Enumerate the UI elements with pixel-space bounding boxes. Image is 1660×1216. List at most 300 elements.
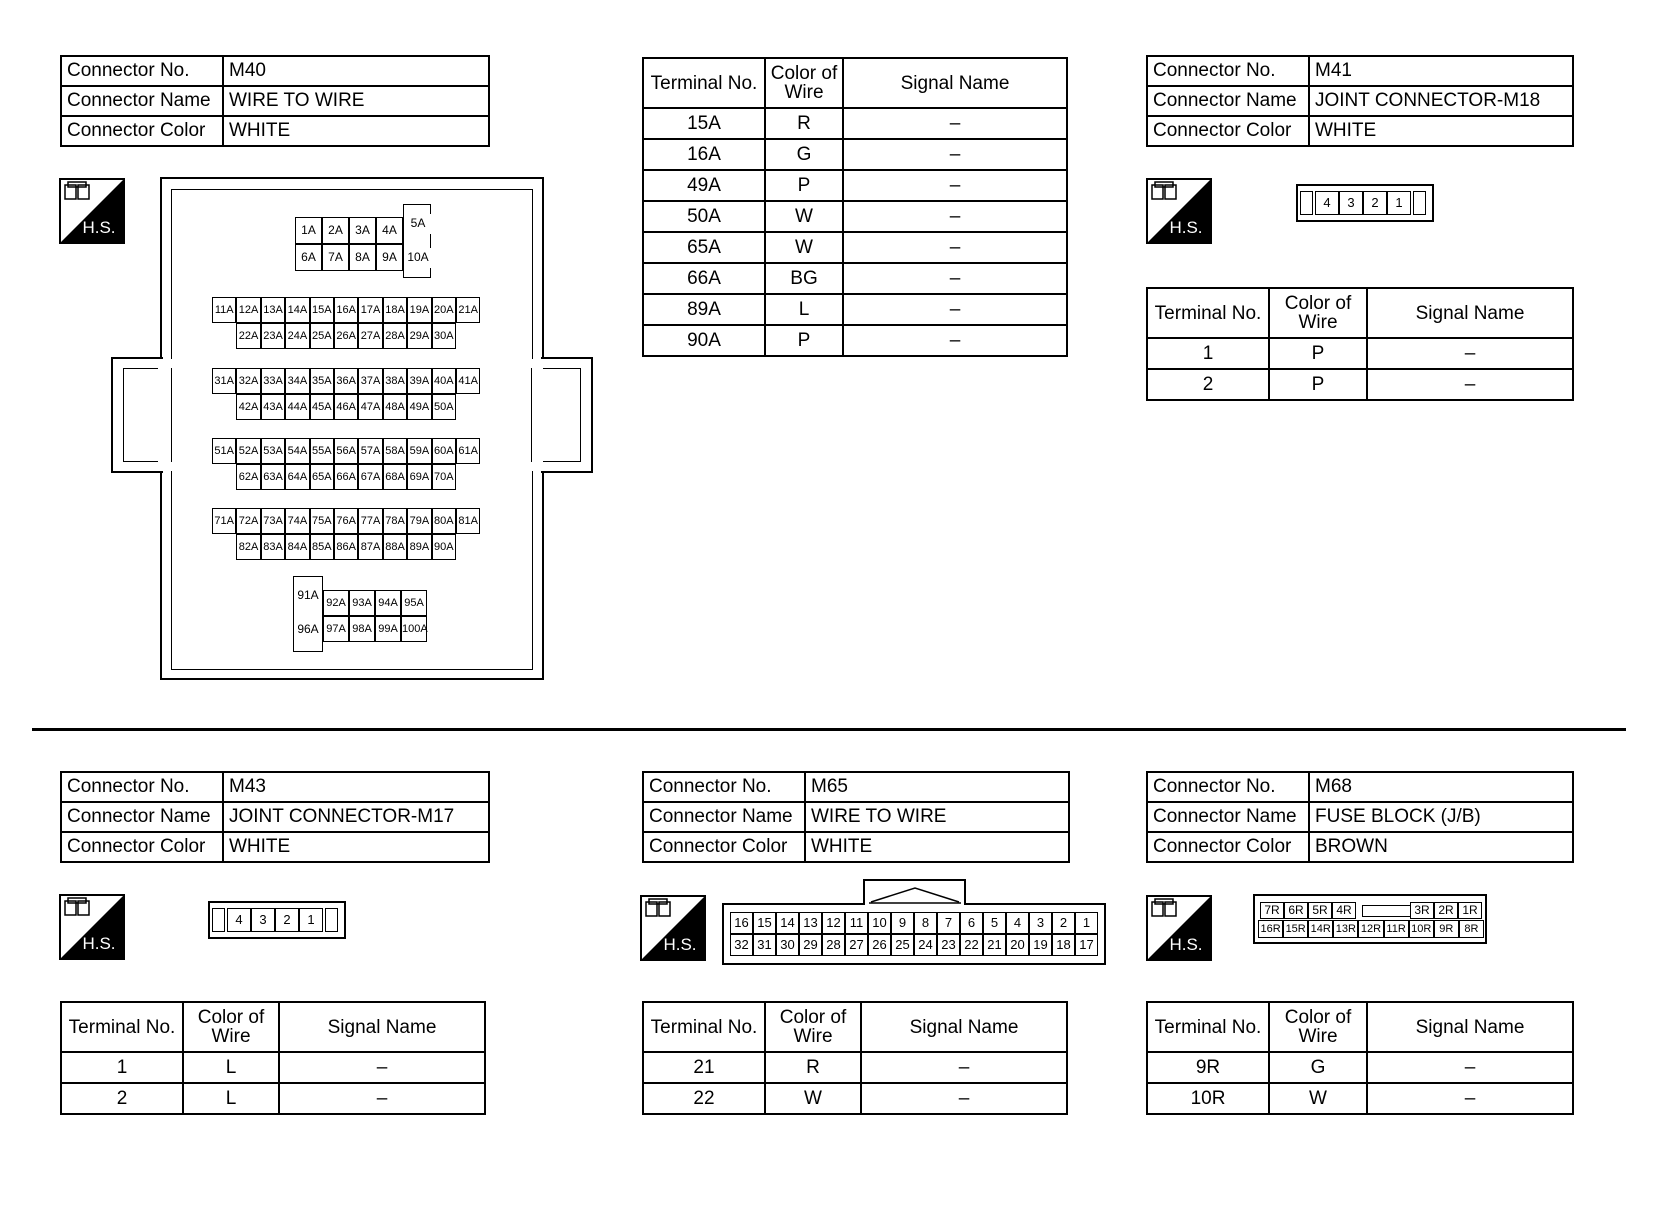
terminal-no-cell: 65A — [643, 232, 765, 263]
connector-no-label: Connector No. — [61, 772, 223, 802]
signal-name-header: Signal Name — [1367, 1002, 1573, 1052]
signal-name-cell: – — [861, 1083, 1067, 1114]
connector-color-row — [1147, 832, 1573, 862]
pin-cell: 47A — [358, 394, 382, 420]
pin-cell: 16R — [1258, 920, 1283, 938]
pin-cell: 17A — [358, 297, 382, 323]
pin-cell: 27 — [845, 934, 868, 956]
pin-cell: 93A — [349, 590, 375, 616]
pin-cell: 39A — [407, 368, 431, 394]
pin-cell: 70A — [432, 464, 456, 490]
pin-cell: 8 — [914, 912, 937, 934]
pin-cell: 4A — [376, 217, 403, 244]
pin-cell: 11 — [845, 912, 868, 934]
terminal-no-cell: 2 — [61, 1083, 183, 1114]
pin-cell: 48A — [383, 394, 407, 420]
pin-cell: 31A — [212, 368, 236, 394]
pin-cell: 77A — [358, 508, 382, 534]
pin-cell: 2A — [322, 217, 349, 244]
terminal-no-header: Terminal No. — [1147, 1002, 1269, 1052]
harness-side-icon — [59, 894, 125, 960]
wire-color-cell: P — [1269, 338, 1367, 369]
pin-cell: 79A — [407, 508, 431, 534]
pin-cell: 14A — [285, 297, 309, 323]
m40-signal-table — [642, 57, 1068, 357]
signal-name-cell: – — [279, 1052, 485, 1083]
connector-no-value: M41 — [1309, 56, 1573, 86]
pin-cell: 16 — [730, 912, 753, 934]
pin-cell: 65A — [310, 464, 334, 490]
table-row — [643, 263, 1067, 294]
signal-name-cell: – — [1367, 1052, 1573, 1083]
harness-side-icon — [59, 178, 125, 244]
connector-no-label: Connector No. — [643, 772, 805, 802]
pin-cell: 45A — [310, 394, 334, 420]
pin-cell: 21 — [983, 934, 1006, 956]
signal-name-header: Signal Name — [843, 58, 1067, 108]
terminal-no-cell: 89A — [643, 294, 765, 325]
wire-color-cell: W — [765, 201, 843, 232]
pin-cell: 36A — [334, 368, 358, 394]
pin-cell: 28 — [822, 934, 845, 956]
pin-cell: 71A — [212, 508, 236, 534]
table-row — [643, 232, 1067, 263]
pin-cell: 22 — [960, 934, 983, 956]
pin-cell: 68A — [383, 464, 407, 490]
table-row — [643, 139, 1067, 170]
connector-name-value: JOINT CONNECTOR-M18 — [1309, 86, 1573, 116]
pin-cell: 59A — [407, 438, 431, 464]
signal-name-cell: – — [843, 263, 1067, 294]
pin-cell: 29A — [407, 323, 431, 349]
table-row — [643, 1083, 1067, 1114]
pin-cell: 3 — [1029, 912, 1052, 934]
color-of-wire-header: Color of Wire — [765, 1002, 861, 1052]
pin-cell: 23 — [937, 934, 960, 956]
pin-cell: 25A — [310, 323, 334, 349]
pin-cell: 28A — [383, 323, 407, 349]
latch-arrow-icon — [869, 886, 961, 904]
pin-cell: 4R — [1332, 902, 1356, 919]
m41-signal-table — [1146, 287, 1574, 401]
connector-color-label: Connector Color — [61, 832, 223, 862]
table-row — [61, 1052, 485, 1083]
pin-cell: 24 — [914, 934, 937, 956]
m68-signal-table — [1146, 1001, 1574, 1115]
signal-name-cell: – — [843, 139, 1067, 170]
pin-cell: 3R — [1410, 902, 1434, 919]
wire-color-cell: R — [765, 108, 843, 139]
connector-no-row — [1147, 772, 1573, 802]
connector-no-row — [61, 772, 489, 802]
pin-cell: 53A — [261, 438, 285, 464]
pin-cell: 61A — [456, 438, 480, 464]
pin-cell: 30A — [432, 323, 456, 349]
pin-cell: 10A — [405, 248, 431, 268]
table-row — [1147, 369, 1573, 400]
color-of-wire-header: Color of Wire — [1269, 1002, 1367, 1052]
signal-table-header — [1147, 1002, 1573, 1052]
wire-color-cell: L — [183, 1052, 279, 1083]
pin-cell: 69A — [407, 464, 431, 490]
connector-no-label: Connector No. — [1147, 56, 1309, 86]
pin-cell: 87A — [358, 534, 382, 560]
m43-signal-table — [60, 1001, 486, 1115]
pin-cell: 20 — [1006, 934, 1029, 956]
signal-name-header: Signal Name — [861, 1002, 1067, 1052]
pin-cell: 33A — [261, 368, 285, 394]
pin-cell: 2 — [1052, 912, 1075, 934]
hs-label: H.S. — [663, 935, 697, 954]
connector-name-value: WIRE TO WIRE — [805, 802, 1069, 832]
signal-name-cell: – — [843, 170, 1067, 201]
pin-cell: 4 — [1006, 912, 1029, 934]
connector-no-label: Connector No. — [61, 56, 223, 86]
pin-cell: 12 — [822, 912, 845, 934]
pin-cell: 10R — [1409, 920, 1434, 938]
pin-cell: 4 — [227, 908, 251, 932]
wire-color-cell: R — [765, 1052, 861, 1083]
pin-cell: 6 — [960, 912, 983, 934]
pin-cell: 88A — [383, 534, 407, 560]
connector-color-value: BROWN — [1309, 832, 1573, 862]
signal-name-cell: – — [843, 325, 1067, 356]
connector-no-row — [643, 772, 1069, 802]
table-row — [61, 1083, 485, 1114]
terminal-no-cell: 90A — [643, 325, 765, 356]
signal-name-cell: – — [861, 1052, 1067, 1083]
hs-label: H.S. — [1169, 935, 1203, 954]
pin-cell: 19 — [1029, 934, 1052, 956]
pin-cell: 17 — [1075, 934, 1098, 956]
pin-cell: 50A — [432, 394, 456, 420]
pin-cell-end — [1300, 191, 1313, 215]
terminal-no-cell: 10R — [1147, 1083, 1269, 1114]
pin-cell: 52A — [236, 438, 260, 464]
terminal-no-header: Terminal No. — [643, 58, 765, 108]
pin-cell: 80A — [432, 508, 456, 534]
signal-table-header — [643, 1002, 1067, 1052]
connector-name-value: FUSE BLOCK (J/B) — [1309, 802, 1573, 832]
pin-cell: 60A — [432, 438, 456, 464]
pin-cell: 95A — [401, 590, 427, 616]
pin-cell: 23A — [261, 323, 285, 349]
connector-name-value: WIRE TO WIRE — [223, 86, 489, 116]
connector-color-row — [61, 116, 489, 146]
pin-cell: 83A — [261, 534, 285, 560]
terminal-no-cell: 16A — [643, 139, 765, 170]
pin-cell: 2 — [1363, 191, 1387, 215]
harness-side-icon — [1146, 895, 1212, 961]
pin-cell: 22A — [236, 323, 260, 349]
m65-info-table — [642, 771, 1070, 863]
wire-color-cell: W — [1269, 1083, 1367, 1114]
m40-right-latch-inner — [539, 368, 581, 462]
wire-color-cell: G — [765, 139, 843, 170]
pin-cell: 84A — [285, 534, 309, 560]
pin-cell: 6A — [295, 244, 322, 271]
pin-cell: 10 — [868, 912, 891, 934]
connector-color-label: Connector Color — [643, 832, 805, 862]
pin-cell: 7A — [322, 244, 349, 271]
harness-side-icon — [1146, 178, 1212, 244]
pin-cell: 56A — [334, 438, 358, 464]
table-row — [643, 294, 1067, 325]
pin-cell: 76A — [334, 508, 358, 534]
terminal-no-cell: 21 — [643, 1052, 765, 1083]
pin-cell: 1A — [295, 217, 322, 244]
pin-cell: 11R — [1384, 920, 1409, 938]
terminal-no-cell: 50A — [643, 201, 765, 232]
signal-name-header: Signal Name — [1367, 288, 1573, 338]
pin-cell: 73A — [261, 508, 285, 534]
pin-cell: 15R — [1283, 920, 1308, 938]
pin-cell-end — [325, 908, 338, 932]
pin-cell: 1 — [1387, 191, 1411, 215]
table-row — [1147, 338, 1573, 369]
pin-cell: 66A — [334, 464, 358, 490]
pin-cell: 67A — [358, 464, 382, 490]
pin-cell: 8A — [349, 244, 376, 271]
connector-no-value: M68 — [1309, 772, 1573, 802]
connector-no-value: M40 — [223, 56, 489, 86]
pin-cell: 49A — [407, 394, 431, 420]
pin-cell: 94A — [375, 590, 401, 616]
pin-cell: 9R — [1434, 920, 1459, 938]
pin-cell: 35A — [310, 368, 334, 394]
connector-name-row — [61, 802, 489, 832]
pin-cell: 9A — [376, 244, 403, 271]
table-row — [643, 108, 1067, 139]
signal-name-cell: – — [1367, 338, 1573, 369]
pin-cell: 29 — [799, 934, 822, 956]
connector-color-value: WHITE — [223, 116, 489, 146]
terminal-no-header: Terminal No. — [1147, 288, 1269, 338]
pin-cell: 78A — [383, 508, 407, 534]
hs-label: H.S. — [82, 218, 116, 237]
pin-cell: 14R — [1308, 920, 1333, 938]
pin-cell: 34A — [285, 368, 309, 394]
color-of-wire-header: Color of Wire — [183, 1002, 279, 1052]
pin-cell: 85A — [310, 534, 334, 560]
pin-cell: 32A — [236, 368, 260, 394]
terminal-no-cell: 49A — [643, 170, 765, 201]
pin-cell: 46A — [334, 394, 358, 420]
pin-cell: 16A — [334, 297, 358, 323]
signal-name-cell: – — [843, 294, 1067, 325]
pin-cell: 26 — [868, 934, 891, 956]
wire-color-cell: W — [765, 1083, 861, 1114]
pin-cell: 24A — [285, 323, 309, 349]
wire-color-cell: BG — [765, 263, 843, 294]
wire-color-cell: L — [765, 294, 843, 325]
pin-cell: 89A — [407, 534, 431, 560]
connector-name-row — [61, 86, 489, 116]
pin-cell: 62A — [236, 464, 260, 490]
terminal-no-cell: 2 — [1147, 369, 1269, 400]
connector-name-label: Connector Name — [61, 86, 223, 116]
connector-color-row — [1147, 116, 1573, 146]
pin-cell: 51A — [212, 438, 236, 464]
pin-cell: 4 — [1315, 191, 1339, 215]
pin-cell: 92A — [323, 590, 349, 616]
terminal-no-header: Terminal No. — [61, 1002, 183, 1052]
terminal-no-cell: 22 — [643, 1083, 765, 1114]
signal-table-header — [61, 1002, 485, 1052]
pin-cell: 72A — [236, 508, 260, 534]
pin-cell: 31 — [753, 934, 776, 956]
pin-cell: 54A — [285, 438, 309, 464]
connector-color-label: Connector Color — [1147, 116, 1309, 146]
pin-cell: 5R — [1308, 902, 1332, 919]
wire-color-cell: W — [765, 232, 843, 263]
wire-color-cell: G — [1269, 1052, 1367, 1083]
wire-color-cell: L — [183, 1083, 279, 1114]
terminal-no-header: Terminal No. — [643, 1002, 765, 1052]
terminal-no-cell: 9R — [1147, 1052, 1269, 1083]
signal-name-header: Signal Name — [279, 1002, 485, 1052]
hs-label: H.S. — [1169, 218, 1203, 237]
color-of-wire-header: Color of Wire — [1269, 288, 1367, 338]
m65-signal-table — [642, 1001, 1068, 1115]
pin-cell: 13 — [799, 912, 822, 934]
wire-color-cell: P — [765, 325, 843, 356]
pin-cell: 26A — [334, 323, 358, 349]
pin-cell: 8R — [1459, 920, 1484, 938]
pin-cell: 99A — [375, 616, 401, 642]
pin-cell: 42A — [236, 394, 260, 420]
signal-table-header — [643, 58, 1067, 108]
pin-cell: 1 — [1075, 912, 1098, 934]
pin-cell: 3 — [1339, 191, 1363, 215]
connector-no-value: M65 — [805, 772, 1069, 802]
pin-cell-end — [1413, 191, 1426, 215]
pin-cell: 63A — [261, 464, 285, 490]
pin-cell: 30 — [776, 934, 799, 956]
connector-name-label: Connector Name — [1147, 86, 1309, 116]
signal-name-cell: – — [843, 201, 1067, 232]
pin-cell: 7R — [1260, 902, 1284, 919]
connector-name-value: JOINT CONNECTOR-M17 — [223, 802, 489, 832]
pin-cell: 86A — [334, 534, 358, 560]
pin-cell: 15 — [753, 912, 776, 934]
blank-slot — [1362, 905, 1412, 917]
pin-cell: 18A — [383, 297, 407, 323]
pin-cell: 58A — [383, 438, 407, 464]
pin-cell: 5 — [983, 912, 1006, 934]
pin-cell: 38A — [383, 368, 407, 394]
m41-info-table — [1146, 55, 1574, 147]
pin-cell: 100A — [401, 616, 427, 642]
pin-cell: 3A — [349, 217, 376, 244]
pin-cell: 81A — [456, 508, 480, 534]
pin-cell: 12A — [236, 297, 260, 323]
table-row — [1147, 1052, 1573, 1083]
pin-cell: 13A — [261, 297, 285, 323]
pin-cell: 91A — [294, 586, 322, 606]
connector-color-label: Connector Color — [61, 116, 223, 146]
pin-cell: 37A — [358, 368, 382, 394]
connector-name-row — [1147, 86, 1573, 116]
m40-body-mask-right — [531, 359, 543, 471]
pin-cell: 11A — [212, 297, 236, 323]
pin-cell: 82A — [236, 534, 260, 560]
pin-cell: 55A — [310, 438, 334, 464]
connector-name-row — [643, 802, 1069, 832]
connector-color-label: Connector Color — [1147, 832, 1309, 862]
connector-color-row — [61, 832, 489, 862]
connector-name-label: Connector Name — [1147, 802, 1309, 832]
signal-name-cell: – — [1367, 369, 1573, 400]
pin-cell: 27A — [358, 323, 382, 349]
signal-name-cell: – — [843, 108, 1067, 139]
wire-color-cell: P — [765, 170, 843, 201]
signal-table-header — [1147, 288, 1573, 338]
table-row — [643, 325, 1067, 356]
hs-label: H.S. — [82, 934, 116, 953]
pin-cell: 2R — [1434, 902, 1458, 919]
terminal-no-cell: 66A — [643, 263, 765, 294]
pin-cell: 41A — [456, 368, 480, 394]
pin-cell: 15A — [310, 297, 334, 323]
pin-cell: 1 — [299, 908, 323, 932]
pin-cell: 14 — [776, 912, 799, 934]
section-divider — [32, 728, 1626, 731]
pin-cell: 2 — [275, 908, 299, 932]
m43-info-table — [60, 771, 490, 863]
signal-name-cell: – — [843, 232, 1067, 263]
pin-cell: 3 — [251, 908, 275, 932]
pin-cell: 64A — [285, 464, 309, 490]
connector-no-label: Connector No. — [1147, 772, 1309, 802]
pin-cell: 32 — [730, 934, 753, 956]
pin-cell: 25 — [891, 934, 914, 956]
m40-body-edge-right — [531, 368, 532, 462]
terminal-no-cell: 15A — [643, 108, 765, 139]
pin-cell: 9 — [891, 912, 914, 934]
pin-cell: 5A — [405, 214, 431, 234]
connector-color-row — [643, 832, 1069, 862]
signal-name-cell: – — [1367, 1083, 1573, 1114]
pin-cell-end — [212, 908, 225, 932]
pin-cell: 20A — [432, 297, 456, 323]
m40-body-edge-left — [171, 368, 172, 462]
color-of-wire-header: Color of Wire — [765, 58, 843, 108]
pin-cell: 18 — [1052, 934, 1075, 956]
pin-cell: 12R — [1358, 920, 1383, 938]
table-row — [643, 1052, 1067, 1083]
pin-cell: 13R — [1333, 920, 1358, 938]
connector-color-value: WHITE — [223, 832, 489, 862]
connector-color-value: WHITE — [1309, 116, 1573, 146]
pin-cell: 19A — [407, 297, 431, 323]
table-row — [643, 170, 1067, 201]
pin-cell: 21A — [456, 297, 480, 323]
pin-cell: 6R — [1284, 902, 1308, 919]
wire-color-cell: P — [1269, 369, 1367, 400]
pin-cell: 43A — [261, 394, 285, 420]
terminal-no-cell: 1 — [61, 1052, 183, 1083]
signal-name-cell: – — [279, 1083, 485, 1114]
pin-cell: 44A — [285, 394, 309, 420]
connector-name-row — [1147, 802, 1573, 832]
connector-no-row — [61, 56, 489, 86]
pin-cell: 1R — [1458, 902, 1482, 919]
pin-cell: 7 — [937, 912, 960, 934]
terminal-no-cell: 1 — [1147, 338, 1269, 369]
connector-name-label: Connector Name — [61, 802, 223, 832]
pin-cell: 57A — [358, 438, 382, 464]
